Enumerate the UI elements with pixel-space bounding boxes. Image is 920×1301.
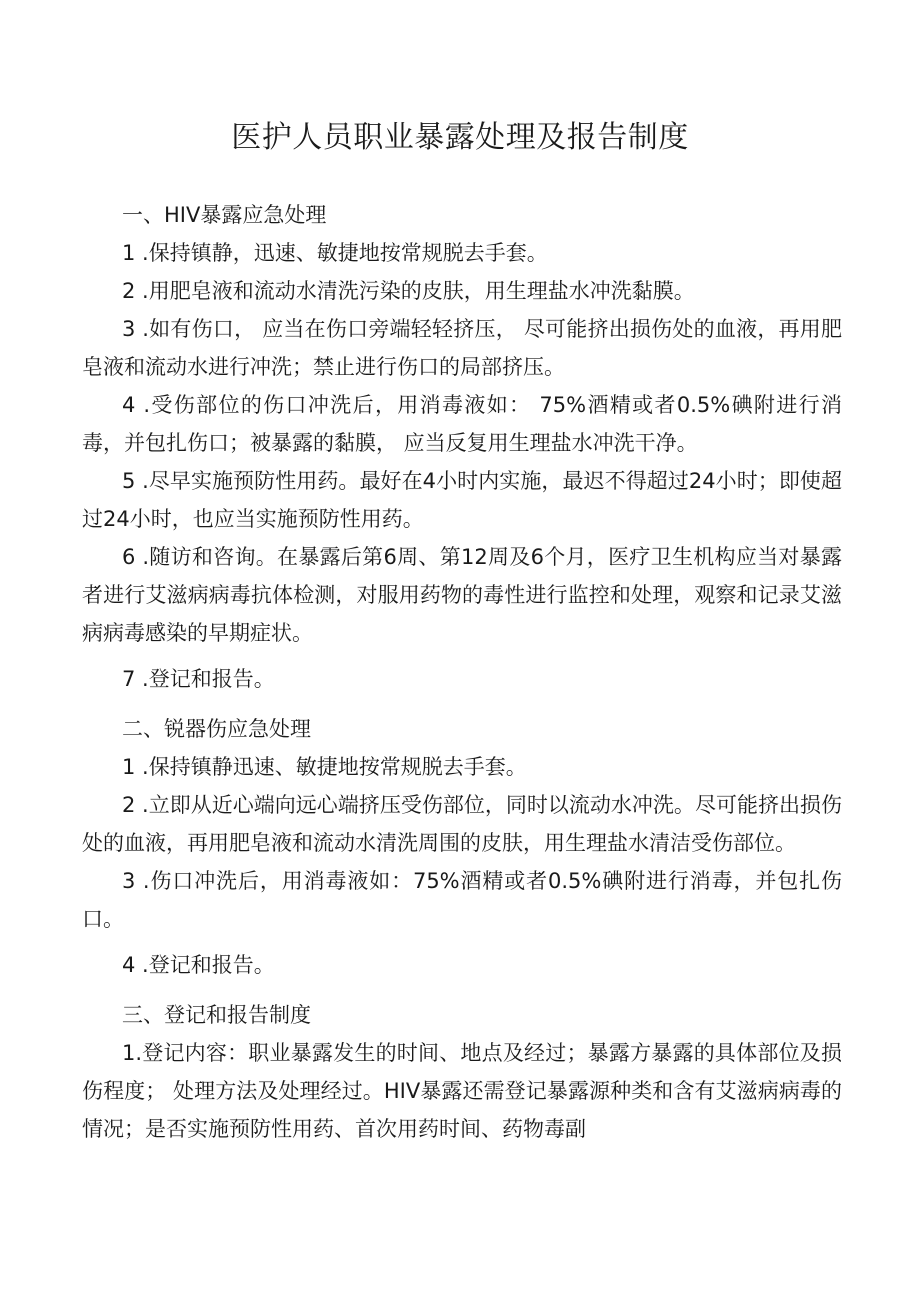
hiv-step-5: 5 .尽早实施预防性用药。最好在4小时内实施，最迟不得超过24小时；即使超过24小时，也应当实施预防性用药。: [82, 469, 842, 531]
document-body: [82, 196, 842, 1148]
registration-item-1: 1.登记内容：职业暴露发生的时间、地点及经过；暴露方暴露的具体部位及损伤程度； 处理方法及处理经过。HIV暴露还需登记暴露源种类和含有艾滋病病毒的情况；是否实施预防性用药、首次用药时间、药物毒副: [82, 1041, 842, 1141]
sharps-step-3: 3 .伤口冲洗后，用消毒液如：75%酒精或者0.5%碘附进行消毒，并包扎伤口。: [82, 869, 842, 931]
section-heading-hiv: 一、HIV暴露应急处理: [122, 203, 327, 227]
sharps-step-4: 4 .登记和报告。: [122, 953, 275, 977]
hiv-step-6: 6 .随访和咨询。在暴露后第6周、第12周及6个月，医疗卫生机构应当对暴露者进行艾滋病病毒抗体检测，对服用药物的毒性进行监控和处理，观察和记录艾滋病病毒感染的早期症状。: [82, 545, 842, 645]
document-title: 医护人员职业暴露处理及报告制度: [231, 120, 689, 155]
hiv-step-3: 3 .如有伤口， 应当在伤口旁端轻轻挤压， 尽可能挤出损伤处的血液，再用肥皂液和流动水进行冲洗；禁止进行伤口的局部挤压。: [82, 317, 842, 379]
sharps-step-1: 1 .保持镇静迅速、敏捷地按常规脱去手套。: [122, 755, 527, 779]
hiv-step-4: 4 .受伤部位的伤口冲洗后，用消毒液如： 75%酒精或者0.5%碘附进行消毒，并包扎伤口；被暴露的黏膜， 应当反复用生理盐水冲洗干净。: [82, 393, 842, 455]
hiv-step-2: 2 .用肥皂液和流动水清洗污染的皮肤，用生理盐水冲洗黏膜。: [122, 279, 695, 303]
hiv-step-1: 1 .保持镇静，迅速、敏捷地按常规脱去手套。: [122, 241, 548, 265]
sharps-step-2: 2 .立即从近心端向远心端挤压受伤部位，同时以流动水冲洗。尽可能挤出损伤处的血液，再用肥皂液和流动水清洗周围的皮肤，用生理盐水清洁受伤部位。: [82, 793, 842, 855]
section-heading-registration: 三、登记和报告制度: [122, 1003, 311, 1027]
hiv-step-7: 7 .登记和报告。: [122, 667, 275, 691]
section-heading-sharps: 二、锐器伤应急处理: [122, 717, 311, 741]
